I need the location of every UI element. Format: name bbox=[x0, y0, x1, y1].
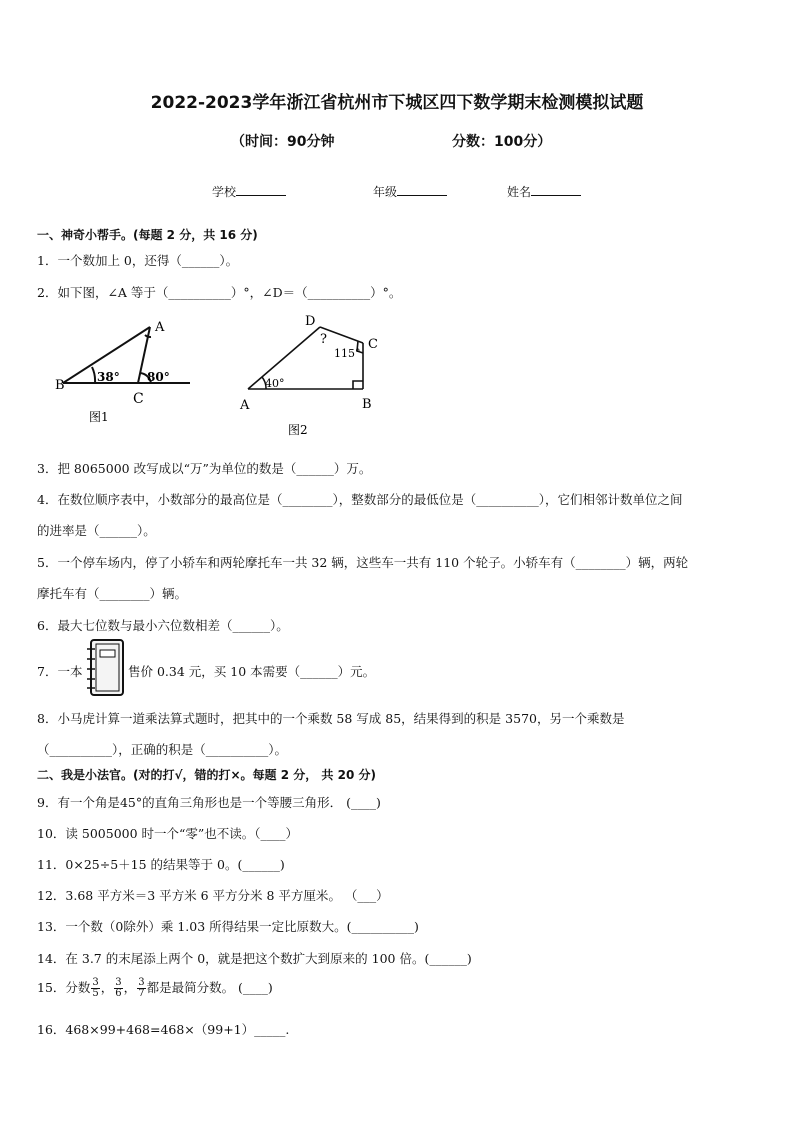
question-2: 2．如下图，∠A 等于（__________）°，∠D＝（__________）°。 bbox=[37, 285, 402, 300]
question-15-suffix: 都是最简分数。 (____) bbox=[146, 980, 273, 995]
question-5-line-1: 5．一个停车场内，停了小轿车和两轮摩托车一共 32 辆，这些车一共有 110 个轮子。小轿车有（________）辆，两轮 bbox=[37, 555, 689, 570]
question-15-prefix: 15．分数 bbox=[37, 980, 91, 995]
grade-label: 年级 bbox=[373, 185, 398, 199]
question-16: 16．468×99+468=468×（99+1）_____. bbox=[37, 1022, 290, 1037]
question-9: 9．有一个角是45°的直角三角形也是一个等腰三角形． (____) bbox=[37, 795, 381, 810]
question-14: 14．在 3.7 的末尾添上两个 0，就是把这个数扩大到原来的 100 倍。(______) bbox=[37, 951, 472, 966]
fig2-caption: 图2 bbox=[288, 423, 308, 437]
question-4-line-2: 的进率是（______）。 bbox=[37, 523, 156, 538]
exam-time: （时间：90分钟 bbox=[231, 134, 335, 150]
figure-1 bbox=[55, 315, 200, 430]
question-3: 3．把 8065000 改写成以“万”为单位的数是（______）万。 bbox=[37, 461, 372, 476]
fig2-label-c: C bbox=[368, 337, 378, 352]
section-2-heading: 二、我是小法官。(对的打√，错的打×。每题 2 分， 共 20 分) bbox=[37, 768, 376, 782]
notebook-icon bbox=[85, 637, 127, 699]
question-6: 6．最大七位数与最小六位数相差（______）。 bbox=[37, 618, 289, 633]
fig1-label-b: B bbox=[55, 378, 65, 393]
question-10: 10．读 5005000 时一个“零”也不读。（____） bbox=[37, 826, 299, 841]
fraction-separator: ， bbox=[100, 980, 114, 995]
section-1-heading: 一、神奇小帮手。(每题 2 分，共 16 分) bbox=[37, 228, 258, 242]
school-field[interactable] bbox=[212, 182, 286, 200]
fig2-angle-a: 40° bbox=[265, 377, 285, 390]
question-13: 13．一个数（0除外）乘 1.03 所得结果一定比原数大。(__________) bbox=[37, 919, 419, 934]
page-title: 2022-2023学年浙江省杭州市下城区四下数学期末检测模拟试题 bbox=[150, 93, 644, 113]
school-blank[interactable] bbox=[236, 182, 286, 196]
fraction-separator: ， bbox=[123, 980, 137, 995]
fig2-angle-c: 115° bbox=[334, 347, 361, 360]
fig1-label-a: A bbox=[155, 320, 165, 335]
fraction-3-6: $\frac{3}{6}$ bbox=[115, 977, 122, 999]
question-4-line-1: 4．在数位顺序表中，小数部分的最高位是（________），整数部分的最低位是（__________），它们相邻计数单位之间 bbox=[37, 492, 683, 507]
fig2-label-d: D bbox=[305, 314, 316, 329]
question-15 bbox=[37, 978, 273, 999]
name-blank[interactable] bbox=[531, 182, 581, 196]
school-label: 学校 bbox=[212, 185, 237, 199]
question-5-line-2: 摩托车有（________）辆。 bbox=[37, 586, 188, 601]
figure-2 bbox=[238, 310, 388, 440]
fig2-label-b: B bbox=[362, 397, 372, 412]
exam-score: 分数：100分） bbox=[452, 134, 552, 150]
fig1-angle-b: 38° bbox=[97, 370, 120, 384]
fig1-caption: 图1 bbox=[89, 410, 109, 424]
question-8-line-2: （__________），正确的积是（__________）。 bbox=[37, 742, 288, 757]
fig2-label-a: A bbox=[240, 398, 250, 413]
question-8-line-1: 8．小马虎计算一道乘法算式题时，把其中的一个乘数 58 写成 85，结果得到的积是 3570，另一个乘数是 bbox=[37, 711, 625, 726]
question-12: 12．3.68 平方米＝3 平方米 6 平方分米 8 平方厘米。 （___） bbox=[37, 888, 389, 903]
question-7-suffix: 售价 0.34 元，买 10 本需要（______）元。 bbox=[128, 664, 376, 679]
fig1-angle-c: 80° bbox=[147, 370, 170, 384]
question-7-prefix: 7．一本 bbox=[37, 664, 83, 679]
fig2-unknown: ? bbox=[320, 332, 327, 347]
question-11: 11．0×25÷5＋15 的结果等于 0。(______) bbox=[37, 857, 285, 872]
fraction-3-7: $\frac{3}{7}$ bbox=[138, 977, 145, 999]
name-label: 姓名 bbox=[507, 185, 532, 199]
fig1-label-c: C bbox=[133, 391, 144, 407]
grade-blank[interactable] bbox=[397, 182, 447, 196]
grade-field[interactable] bbox=[373, 182, 447, 200]
name-field[interactable] bbox=[507, 182, 581, 200]
fraction-3-5: $\frac{3}{5}$ bbox=[92, 977, 99, 999]
question-1: 1．一个数加上 0，还得（______）。 bbox=[37, 253, 239, 268]
